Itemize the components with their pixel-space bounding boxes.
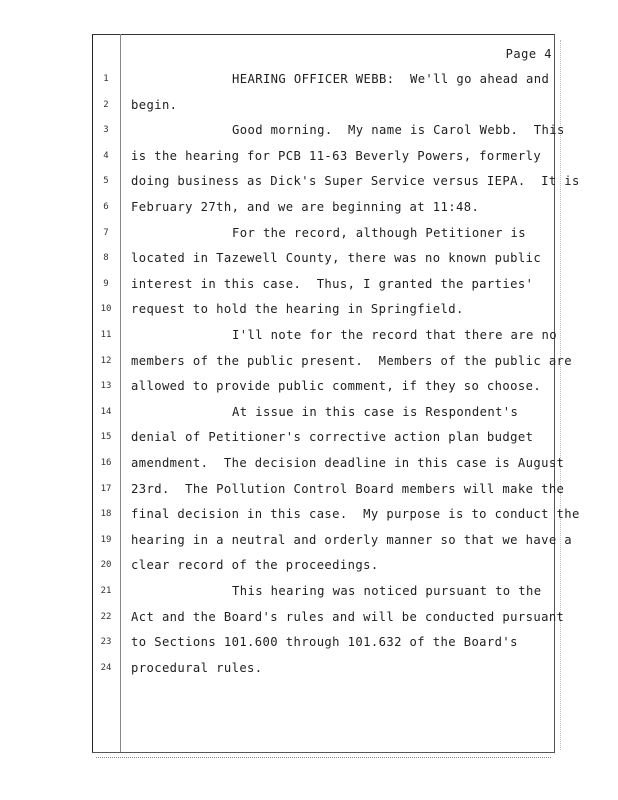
line-number: 7 [103,227,109,238]
transcript-line: Act and the Board's rules and will be conducted pursuant [131,609,565,624]
transcript-line: HEARING OFFICER WEBB: We'll go ahead and [232,72,550,86]
line-number: 1 [103,74,109,84]
transcript-line: hearing in a neutral and orderly manner so that we have a [131,532,573,547]
line-number: 22 [100,611,112,622]
transcript-line: to Sections 101.600 through 101.632 of the Board's [131,635,518,650]
transcript-line: request to hold the hearing in Springfield. [131,302,464,317]
transcript-line: At issue in this case is Respondent's [232,404,519,419]
transcript-line: denial of Petitioner's corrective action plan budget [131,430,534,445]
line-number: 5 [103,176,109,187]
line-number: 13 [100,381,112,392]
page-bottom-rule [92,752,555,753]
transcript-line: For the record, although Petitioner is [232,225,527,240]
transcript-line: members of the public present. Members of the public are [131,353,573,368]
transcript-line: amendment. The decision deadline in this case is August [131,456,565,470]
line-number: 24 [100,662,112,673]
page-bottom-scan-artifact [96,757,551,758]
line-number: 8 [103,253,109,264]
line-number-margin-rule [120,34,121,752]
transcript-line: clear record of the proceedings. [131,558,379,573]
transcript-line: final decision in this case. My purpose is to conduct the [131,507,580,522]
transcript-line: is the hearing for PCB 11-63 Beverly Powers, formerly [131,148,542,163]
line-number: 6 [103,202,109,212]
transcript-line: procedural rules. [131,660,263,675]
line-number: 14 [100,406,112,417]
line-number: 17 [100,483,112,494]
right-edge-scan-artifact [560,40,564,750]
line-number: 21 [100,586,112,596]
transcript-line: Good morning. My name is Carol Webb. This [232,123,565,138]
transcript-line: located in Tazewell County, there was no known public [131,251,542,266]
line-number: 19 [100,534,112,545]
line-number: 4 [103,150,109,161]
line-number: 18 [100,509,112,520]
line-number: 9 [103,278,109,289]
transcript-line: 23rd. The Pollution Control Board members will make the [131,481,565,496]
line-number: 11 [100,330,112,340]
line-number: 23 [100,637,112,648]
transcript-line: allowed to provide public comment, if they so choose. [131,379,542,394]
transcript-line: This hearing was noticed pursuant to the [232,584,542,598]
transcript-line: February 27th, and we are beginning at 11:48. [131,200,480,214]
transcript-line: begin. [131,97,178,112]
line-number: 10 [100,304,112,315]
line-number: 2 [103,99,109,110]
line-number: 16 [100,458,112,468]
line-number: 3 [103,125,109,136]
transcript-line: I'll note for the record that there are no [232,328,557,342]
page-number: Page 4 [505,47,552,61]
line-number: 15 [100,432,112,443]
line-number: 20 [100,560,112,571]
line-number: 12 [100,355,112,366]
transcript-line: interest in this case. Thus, I granted the parties' [131,276,534,291]
transcript-line: doing business as Dick's Super Service versus IEPA. It is [131,174,580,189]
